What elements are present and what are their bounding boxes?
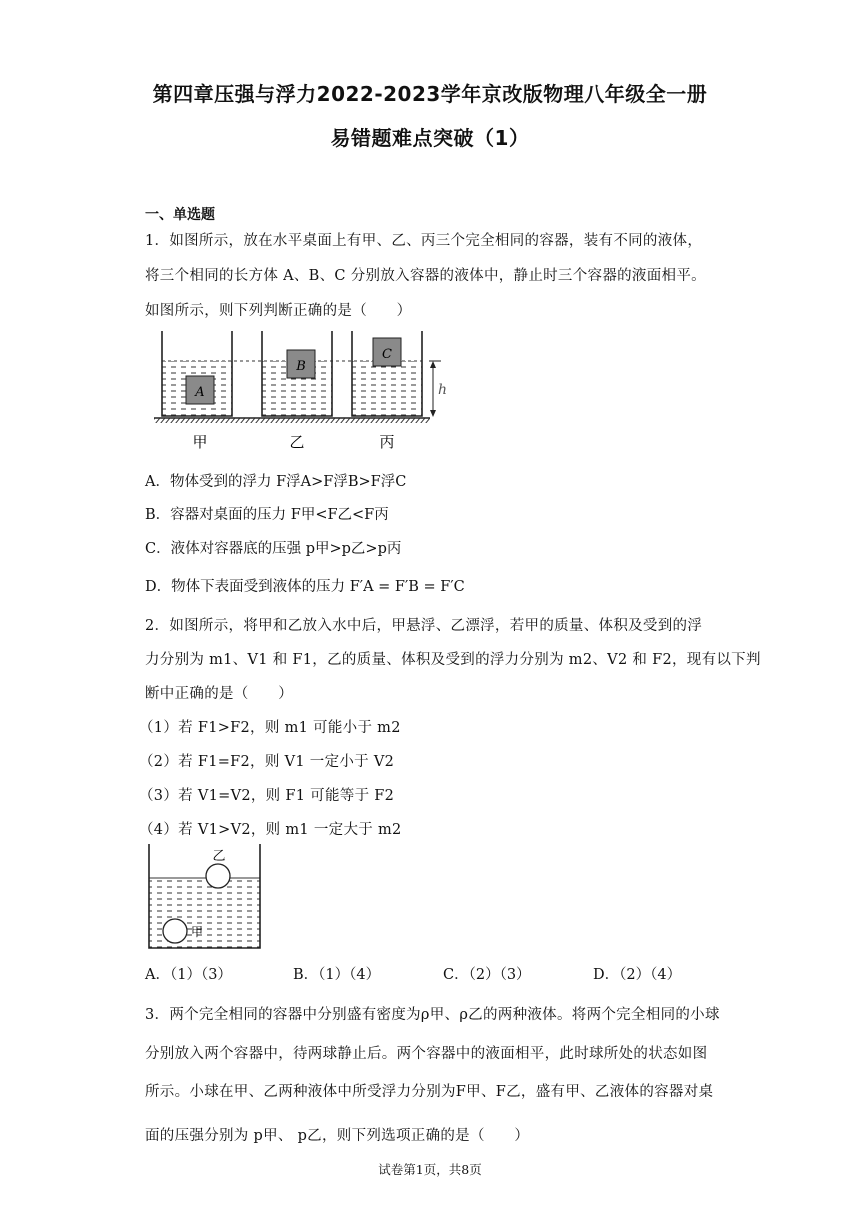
q2-statement-4: （4）若 V1>V2，则 m1 一定大于 m2 <box>139 822 402 838</box>
q1-line-1: 1．如图所示，放在水平桌面上有甲、乙、丙三个完全相同的容器，装有不同的液体， <box>145 233 703 249</box>
q2-statement-3: （3）若 V1=V2，则 F1 可能等于 F2 <box>139 788 395 804</box>
ball-yi-label: 乙 <box>212 849 226 864</box>
q2-line-1: 2．如图所示，将甲和乙放入水中后，甲悬浮、乙漂浮，若甲的质量、体积及受到的浮 <box>145 618 703 634</box>
q2-option-b: B．（1）（4） <box>293 967 381 983</box>
q1-option-a: A．物体受到的浮力 F浮A>F浮B>F浮C <box>145 474 407 490</box>
page-footer: 试卷第1页，共8页 <box>378 1162 482 1177</box>
q1-option-b: B．容器对桌面的压力 F甲<F乙<F丙 <box>145 507 389 523</box>
q2-option-a: A．（1）（3） <box>145 967 232 983</box>
q2-option-d: D．（2）（4） <box>593 967 682 983</box>
q2-figure <box>146 842 266 952</box>
q1-option-c: C．液体对容器底的压强 p甲>p乙>p丙 <box>145 541 402 557</box>
label-bing: 丙 <box>379 433 395 451</box>
q1-line-2: 将三个相同的长方体 A、B、C 分别放入容器的液体中，静止时三个容器的液面相平。 <box>145 268 706 284</box>
label-jia: 甲 <box>192 433 208 451</box>
block-c-label: C <box>382 347 392 362</box>
q3-line-1: 3．两个完全相同的容器中分别盛有密度为ρ甲、ρ乙的两种液体。将两个完全相同的小球 <box>145 1007 720 1023</box>
q2-statement-2: （2）若 F1=F2，则 V1 一定小于 V2 <box>139 754 395 770</box>
q1-option-d: D．物体下表面受到液体的压力 F′A = F′B = F′C <box>145 579 465 595</box>
ball-jia <box>163 919 187 943</box>
q2-statement-1: （1）若 F1>F2，则 m1 可能小于 m2 <box>139 720 401 736</box>
q2-option-c: C．（2）（3） <box>443 967 531 983</box>
label-yi: 乙 <box>289 433 305 451</box>
title-line-2: 易错题难点突破（1） <box>330 126 530 150</box>
q2-line-2: 力分别为 m1、V1 和 F1，乙的质量、体积及受到的浮力分别为 m2、V2 和 F2，现有以下判 <box>145 652 761 668</box>
section-heading: 一、单选题 <box>145 207 215 223</box>
q3-line-4: 面的压强分别为 p甲、 p乙，则下列选项正确的是（ ） <box>145 1128 530 1144</box>
ball-yi <box>206 864 230 888</box>
ball-jia-label: 甲 <box>190 925 204 939</box>
q2-line-3: 断中正确的是（ ） <box>145 686 293 702</box>
title-line-1: 第四章压强与浮力2022-2023学年京改版物理八年级全一册 <box>152 82 708 106</box>
height-label: h <box>438 382 448 398</box>
block-a-label: A <box>195 385 205 400</box>
q3-line-3: 所示。小球在甲、乙两种液体中所受浮力分别为F甲、F乙，盛有甲、乙液体的容器对桌 <box>145 1084 714 1100</box>
block-b-label: B <box>296 359 306 374</box>
q3-line-2: 分别放入两个容器中，待两球静止后。两个容器中的液面相平，此时球所处的状态如图 <box>145 1046 708 1062</box>
q1-line-3: 如图所示，则下列判断正确的是（ ） <box>145 303 412 319</box>
q1-figure <box>150 328 450 456</box>
